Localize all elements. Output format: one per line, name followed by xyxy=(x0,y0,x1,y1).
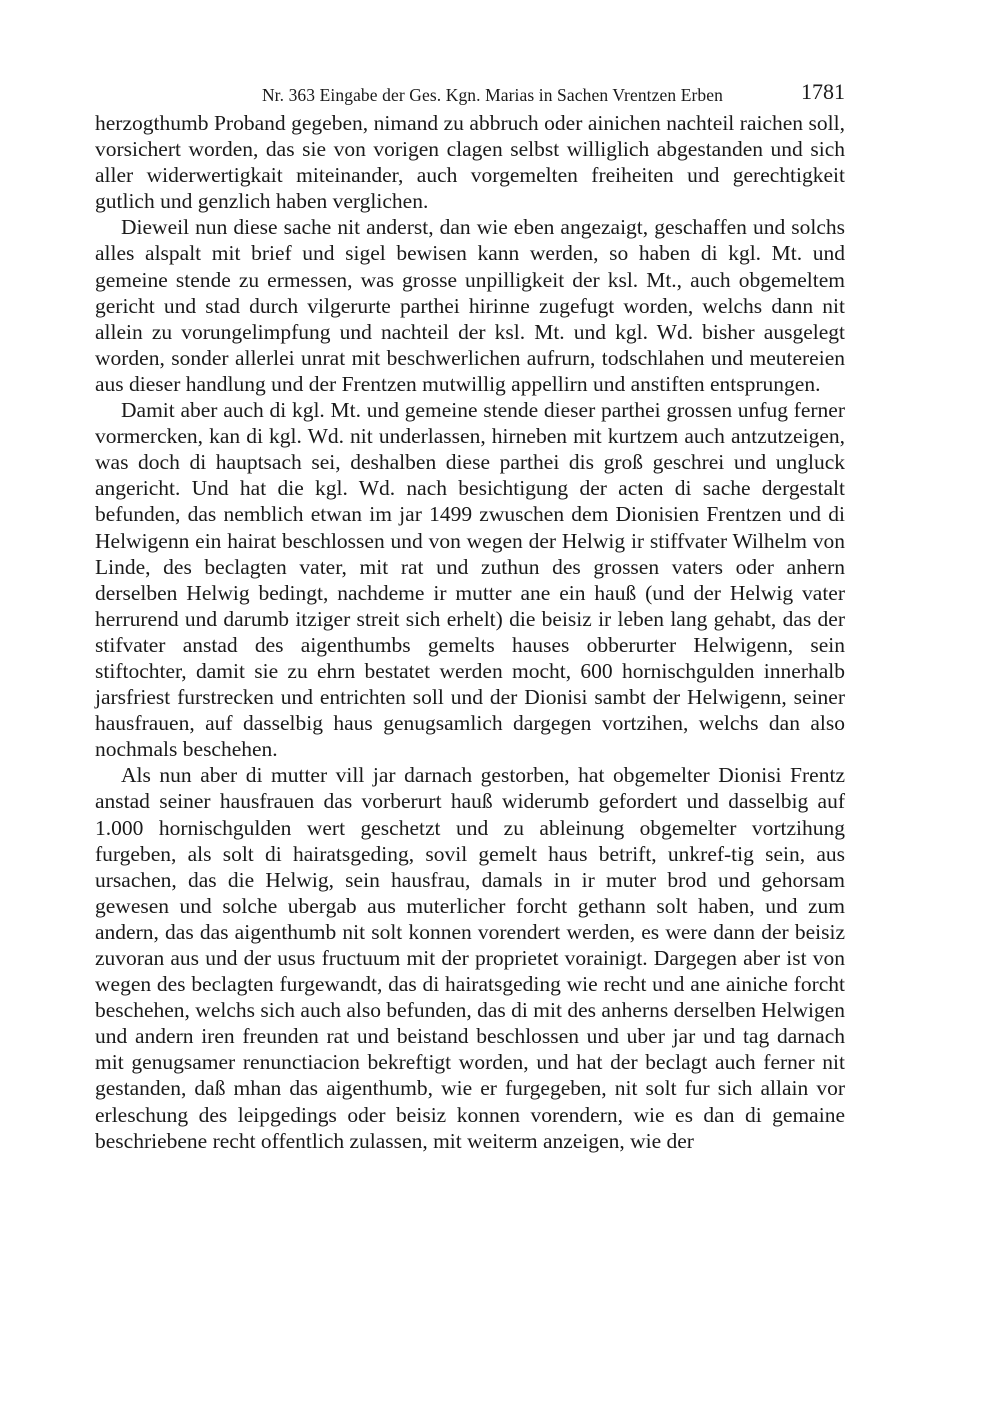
paragraph: Als nun aber di mutter vill jar darnach gestorben, hat obgemelter Dionisi Frentz anstad seiner hausfrauen das vorberurt hauß widerumb gefordert und dasselbig auf 1.000 hornischgulden wert geschetzt und zu ableinung obgemelter vortzihung furgeben, als solt di hairatsgeding, sovil gemelt haus betrift, unkref-tig sein, aus ursachen, das die Helwig, sein hausfrau, damals in ir muter brod und gehorsam gewesen und solche ubergab aus muterlicher forcht gethann solt haben, und zum andern, das das aigenthumb nit solt konnen vorendert werden, es were dann der beisiz zuvoran aus und der usus fructuum mit der proprietet vorainigt. Dargegen aber ist von wegen des beclagten furgewandt, das di hairatsgeding wie recht und ane ainiche forcht beschehen, welchs sich auch also befunden, das di mit des anherns derselben Helwigen und andern iren freunden rat und beistand beschlossen und uber jar und tag darnach mit genugsamer renunctiacion bekreftigt worden, und hat der beclagt auch ferner nit gestanden, daß mhan das aigenthumb, wie er furgegeben, nit solt fur sich allain vor erleschung des leipgedings oder beisiz konnen vorendern, wie es dan di gemaine beschriebene recht offentlich zulassen, mit weiterm anzeigen, wie der xyxy=(95,763,845,1153)
running-head xyxy=(95,78,845,110)
page-number: 1781 xyxy=(801,79,845,104)
running-title: Nr. 363 Eingabe der Ges. Kgn. Marias in Sachen Vrentzen Erben xyxy=(261,85,723,105)
paragraph: herzogthumb Proband gegeben, nimand zu abbruch oder ainichen nachteil raichen soll, vorsichert worden, das sie von vorigen clagen selbst williglich abgestanden und sich aller widerwertigkait miteinander, auch vorgemelten freiheiten und gerechtigkeit gutlich und genzlich haben verglichen. xyxy=(95,111,845,214)
body-text xyxy=(95,110,845,1154)
paragraph: Dieweil nun diese sache nit anderst, dan wie eben angezaigt, geschaffen und solchs alles alspalt mit brief und sigel bewisen kann werden, so haben di kgl. Mt. und gemeine stende zu ermessen, was grosse unpilligkeit der ksl. Mt., auch obgemeltem gericht und stad durch vilgerurte parthei hirinne zugefugt worden, welchs dann nit allein zu vorungelimpfung und nachteil der ksl. Mt. und kgl. Wd. bisher ausgelegt worden, sonder allerlei unrat mit beschwerlichen aufrurn, todschlahen und meutereien aus dieser handlung und der Frentzen mutwillig appellirn und anstiften entsprungen. xyxy=(95,215,845,396)
document-page xyxy=(95,78,845,1154)
paragraph: Damit aber auch di kgl. Mt. und gemeine stende dieser parthei grossen unfug ferner vormercken, kan di kgl. Wd. nit underlassen, hirneben mit kurtzem auch antzutzeigen, was doch di hauptsach sei, deshalben diese parthei dis groß geschrei und ungluck angericht. Und hat die kgl. Wd. nach besichtigung der acten di sache dergestalt befunden, das nemblich etwan im jar 1499 zwuschen dem Dionisien Frentzen und di Helwigenn ein hairat beschlossen und von wegen der Helwig ir stiffvater Wilhelm von Linde, des beclagten vater, mit rat und zuthun des grossen vaters oder anhern derselben Helwig bedingt, nachdeme ir mutter ane ein hauß (und der Helwig vater herrurend und darumb itziger streit sich erhelt) die beisiz ir leben lang gehabt, das der stifvater anstad des aigenthumbs gemelts hauses obberurter Helwigenn, sein stiftochter, damit sie zu ehrn bestatet werden mocht, 600 hornischgulden innerhalb jarsfriest furstrecken und entrichten soll und der Dionisi sambt der Helwigenn, seiner hausfrauen, auf dasselbig haus genugsamlich dargegen vortzihen, welchs dan also nochmals beschehen. xyxy=(95,398,845,762)
